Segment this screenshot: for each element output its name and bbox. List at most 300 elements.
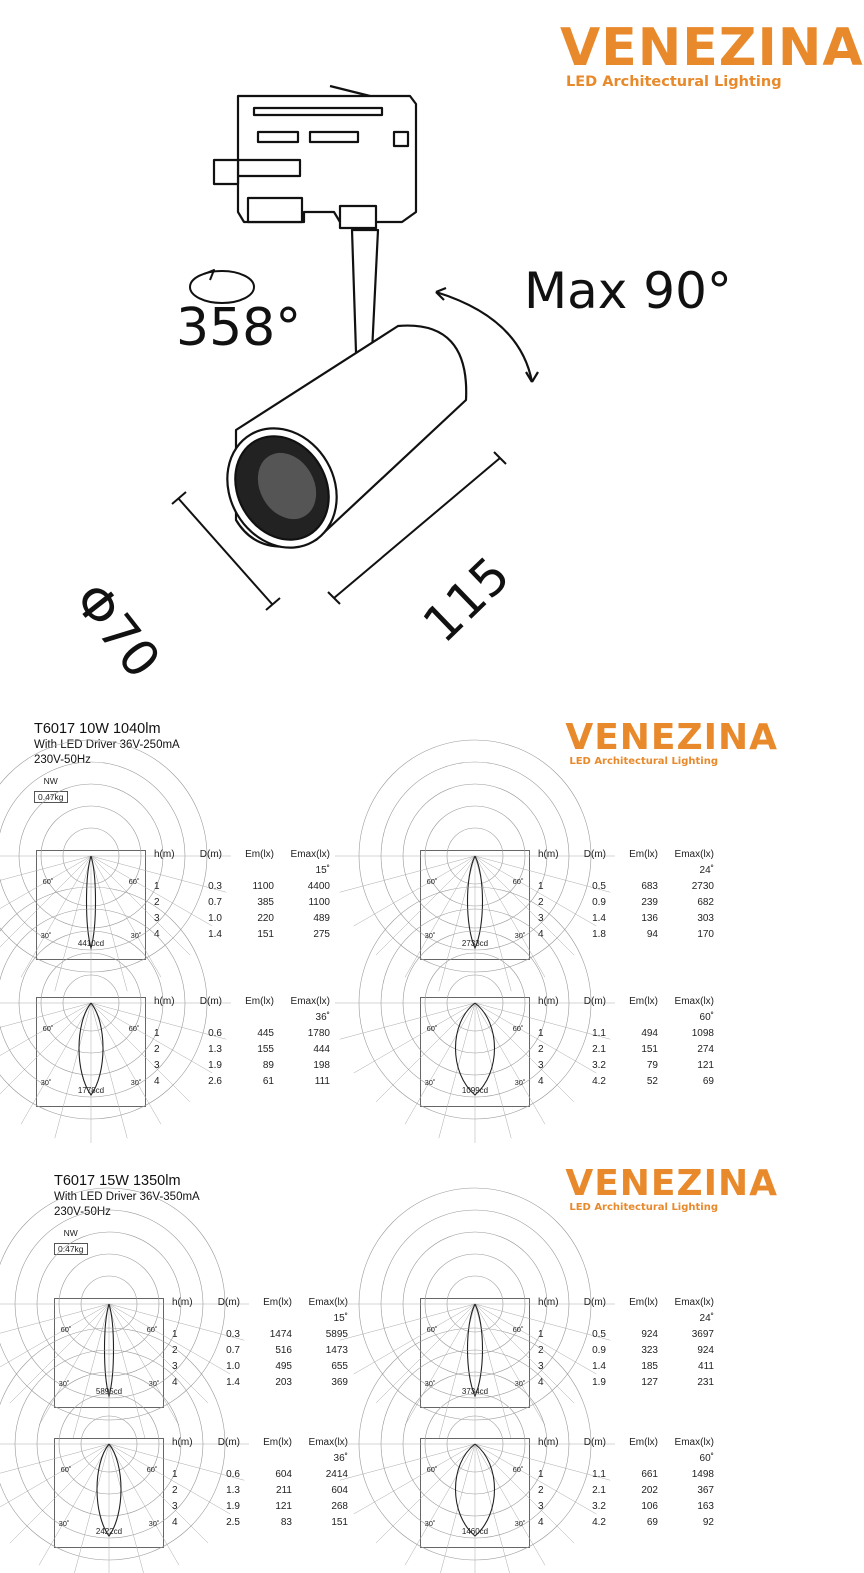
table-header-cell: h(m) — [154, 995, 175, 1007]
table-header-cell: h(m) — [154, 848, 175, 860]
table-cell: 0.7 — [208, 896, 222, 908]
table-header-cell: Em(lx) — [629, 1296, 658, 1308]
brand-name: VENEZINA — [560, 18, 864, 78]
table-cell: 1 — [538, 1468, 544, 1480]
table-cell: 1.8 — [592, 928, 606, 940]
table-cell: 83 — [280, 1516, 292, 1528]
beam-angle: 24˚ — [699, 1312, 714, 1324]
table-cell: 495 — [275, 1360, 292, 1372]
angle-label-60-right: 60˚ — [128, 1024, 140, 1033]
angle-label-60-left: 60˚ — [60, 1465, 72, 1474]
table-row — [538, 1466, 714, 1482]
table-header-cell: D(m) — [583, 1296, 606, 1308]
empty-cell — [538, 1450, 564, 1466]
table-row — [538, 1514, 714, 1530]
angle-label-60-left: 60˚ — [60, 1325, 72, 1334]
table-cell: 1.9 — [226, 1500, 240, 1512]
table-header-cell: D(m) — [583, 1436, 606, 1448]
intensity-cd-label: 1099cd — [461, 1086, 489, 1095]
empty-cell — [172, 1450, 198, 1466]
table-header-row — [154, 993, 330, 1009]
empty-cell — [180, 862, 222, 878]
table-cell: 4 — [538, 1516, 544, 1528]
table-cell: 1.9 — [592, 1376, 606, 1388]
length-label: 115 — [412, 545, 521, 654]
table-cell: 268 — [331, 1500, 348, 1512]
table-cell: 1098 — [691, 1027, 714, 1039]
weight-badge — [34, 776, 68, 803]
table-cell: 655 — [331, 1360, 348, 1372]
table-cell: 1 — [538, 1027, 544, 1039]
beam-angle-row — [538, 862, 714, 878]
table-row — [154, 894, 330, 910]
empty-cell — [240, 1310, 292, 1326]
table-row — [538, 1025, 714, 1041]
table-header-row — [538, 846, 714, 862]
empty-cell — [180, 1009, 222, 1025]
table-cell: 0.6 — [208, 1027, 222, 1039]
table-cell: 303 — [697, 912, 714, 924]
table-cell: 185 — [641, 1360, 658, 1372]
table-row — [172, 1342, 348, 1358]
intensity-cd-label: 4410cd — [77, 939, 105, 948]
table-cell: 4.2 — [592, 1516, 606, 1528]
table-cell: 275 — [313, 928, 330, 940]
table-cell: 239 — [641, 896, 658, 908]
beam-angle-row — [154, 862, 330, 878]
brand-logo-section — [565, 1163, 778, 1214]
table-header-cell: Em(lx) — [245, 848, 274, 860]
brand-name: VENEZINA — [565, 1163, 778, 1204]
intensity-cd-label: 5895cd — [95, 1387, 123, 1396]
empty-cell — [198, 1450, 240, 1466]
beam-angle: 15˚ — [315, 864, 330, 876]
table-cell: 2 — [172, 1484, 178, 1496]
table-cell: 1780 — [307, 1027, 330, 1039]
table-cell: 3 — [154, 912, 160, 924]
angle-label-30-right: 30˚ — [514, 1078, 526, 1087]
intensity-cd-label: 1460cd — [461, 1527, 489, 1536]
table-cell: 1.1 — [592, 1468, 606, 1480]
table-cell: 106 — [641, 1500, 658, 1512]
table-row — [538, 1326, 714, 1342]
table-cell: 1474 — [269, 1328, 292, 1340]
table-cell: 4 — [172, 1516, 178, 1528]
brand-tagline: LED Architectural Lighting — [566, 74, 782, 90]
illuminance-table — [154, 846, 330, 942]
table-cell: 4 — [154, 928, 160, 940]
angle-label-60-left: 60˚ — [426, 877, 438, 886]
table-cell: 3 — [172, 1500, 178, 1512]
table-header-row — [154, 846, 330, 862]
beam-angle-row — [172, 1310, 348, 1326]
table-header-cell: Emax(lx) — [290, 848, 330, 860]
polar-diagram — [420, 1298, 530, 1408]
table-cell: 0.3 — [226, 1328, 240, 1340]
table-cell: 127 — [641, 1376, 658, 1388]
table-row — [538, 1374, 714, 1390]
empty-cell — [538, 862, 564, 878]
table-header-cell: h(m) — [538, 1436, 559, 1448]
brand-tagline: LED Architectural Lighting — [569, 1202, 718, 1213]
table-row — [154, 910, 330, 926]
table-header-cell: D(m) — [199, 848, 222, 860]
table-row — [538, 1482, 714, 1498]
table-cell: 2 — [154, 896, 160, 908]
rotation-label: 358° — [176, 298, 302, 358]
table-cell: 151 — [331, 1516, 348, 1528]
table-cell: 1.0 — [208, 912, 222, 924]
angle-label-60-right: 60˚ — [128, 877, 140, 886]
table-row — [538, 1041, 714, 1057]
table-cell: 4400 — [307, 880, 330, 892]
table-cell: 1 — [538, 880, 544, 892]
table-header-cell: D(m) — [217, 1436, 240, 1448]
beam-angle-row — [538, 1310, 714, 1326]
table-cell: 661 — [641, 1468, 658, 1480]
table-cell: 604 — [275, 1468, 292, 1480]
table-header-cell: Em(lx) — [629, 995, 658, 1007]
table-cell: 170 — [697, 928, 714, 940]
table-cell: 1.4 — [592, 1360, 606, 1372]
angle-label-30-left: 30˚ — [40, 931, 52, 940]
table-cell: 1.3 — [208, 1043, 222, 1055]
table-cell: 3 — [538, 1500, 544, 1512]
table-row — [172, 1482, 348, 1498]
table-cell: 3.2 — [592, 1500, 606, 1512]
product-title-block — [34, 720, 180, 767]
power-spec: 230V-50Hz — [54, 1205, 111, 1218]
table-header-cell: Em(lx) — [245, 995, 274, 1007]
table-cell: 0.7 — [226, 1344, 240, 1356]
table-cell: 2.6 — [208, 1075, 222, 1087]
empty-cell — [606, 1450, 658, 1466]
nw-label: NW — [63, 1228, 78, 1238]
table-header-cell: Emax(lx) — [674, 995, 714, 1007]
table-header-cell: Em(lx) — [629, 1436, 658, 1448]
table-row — [538, 1057, 714, 1073]
table-header-cell: D(m) — [583, 848, 606, 860]
angle-label-30-left: 30˚ — [58, 1519, 70, 1528]
table-row — [172, 1514, 348, 1530]
table-row — [538, 910, 714, 926]
table-header-row — [172, 1434, 348, 1450]
beam-angle: 24˚ — [699, 864, 714, 876]
angle-label-60-left: 60˚ — [426, 1465, 438, 1474]
intensity-cd-label: 2422cd — [95, 1527, 123, 1536]
table-cell: 4 — [538, 928, 544, 940]
angle-label-30-right: 30˚ — [148, 1379, 160, 1388]
angle-label-30-left: 30˚ — [424, 1078, 436, 1087]
table-cell: 924 — [641, 1328, 658, 1340]
weight-value: 0.47kg — [54, 1243, 88, 1255]
table-cell: 163 — [697, 1500, 714, 1512]
diameter-label: Φ70 — [62, 572, 172, 689]
table-cell: 2 — [538, 1484, 544, 1496]
angle-label-60-left: 60˚ — [426, 1024, 438, 1033]
angle-label-30-left: 30˚ — [424, 1379, 436, 1388]
polar-diagram — [54, 1298, 164, 1408]
table-header-cell: D(m) — [217, 1296, 240, 1308]
table-header-cell: Emax(lx) — [290, 995, 330, 1007]
table-header-cell: Emax(lx) — [674, 1296, 714, 1308]
table-header-cell: Emax(lx) — [308, 1296, 348, 1308]
empty-cell — [564, 1009, 606, 1025]
angle-label-30-left: 30˚ — [58, 1379, 70, 1388]
angle-label-60-left: 60˚ — [42, 1024, 54, 1033]
tilt-label: Max 90° — [524, 262, 732, 320]
polar-diagram — [420, 1438, 530, 1548]
product-drawing — [0, 0, 800, 680]
illuminance-table — [538, 993, 714, 1089]
brand-name: VENEZINA — [565, 717, 778, 758]
beam-angle-row — [538, 1009, 714, 1025]
illuminance-table — [172, 1294, 348, 1390]
empty-cell — [154, 862, 180, 878]
table-header-cell: D(m) — [583, 995, 606, 1007]
table-cell: 203 — [275, 1376, 292, 1388]
polar-diagram — [54, 1438, 164, 1548]
table-cell: 924 — [697, 1344, 714, 1356]
empty-cell — [564, 1450, 606, 1466]
table-header-cell: D(m) — [199, 995, 222, 1007]
empty-cell — [564, 862, 606, 878]
angle-label-60-right: 60˚ — [512, 1325, 524, 1334]
table-cell: 3 — [172, 1360, 178, 1372]
table-cell: 52 — [646, 1075, 658, 1087]
table-cell: 3 — [154, 1059, 160, 1071]
table-header-cell: h(m) — [172, 1436, 193, 1448]
table-cell: 489 — [313, 912, 330, 924]
table-header-cell: Emax(lx) — [674, 1436, 714, 1448]
illuminance-table — [538, 1434, 714, 1530]
table-cell: 2.1 — [592, 1043, 606, 1055]
table-cell: 1 — [538, 1328, 544, 1340]
table-cell: 0.3 — [208, 880, 222, 892]
empty-cell — [606, 862, 658, 878]
table-cell: 4.2 — [592, 1075, 606, 1087]
beam-angle: 15˚ — [333, 1312, 348, 1324]
beam-angle-row — [538, 1450, 714, 1466]
polar-diagram — [36, 997, 146, 1107]
table-header-row — [538, 1294, 714, 1310]
beam-angle: 60˚ — [699, 1452, 714, 1464]
table-cell: 323 — [641, 1344, 658, 1356]
table-cell: 151 — [641, 1043, 658, 1055]
table-row — [172, 1374, 348, 1390]
table-cell: 92 — [702, 1516, 714, 1528]
driver-spec: With LED Driver 36V-250mA — [34, 739, 180, 752]
table-row — [172, 1466, 348, 1482]
table-row — [154, 1073, 330, 1089]
empty-cell — [606, 1310, 658, 1326]
table-cell: 1.4 — [226, 1376, 240, 1388]
brand-logo-section — [565, 717, 778, 768]
empty-cell — [538, 1310, 564, 1326]
table-cell: 4 — [172, 1376, 178, 1388]
table-header-cell: h(m) — [538, 848, 559, 860]
product-title: T6017 10W 1040lm — [34, 721, 161, 737]
angle-label-30-right: 30˚ — [130, 1078, 142, 1087]
table-cell: 367 — [697, 1484, 714, 1496]
beam-angle-row — [172, 1450, 348, 1466]
intensity-cd-label: 1778cd — [77, 1086, 105, 1095]
table-cell: 220 — [257, 912, 274, 924]
table-cell: 1.9 — [208, 1059, 222, 1071]
table-cell: 202 — [641, 1484, 658, 1496]
table-row — [172, 1358, 348, 1374]
angle-label-30-right: 30˚ — [514, 931, 526, 940]
table-cell: 2.1 — [592, 1484, 606, 1496]
table-cell: 683 — [641, 880, 658, 892]
angle-label-30-left: 30˚ — [40, 1078, 52, 1087]
table-cell: 1 — [154, 880, 160, 892]
empty-cell — [222, 1009, 274, 1025]
table-header-cell: Em(lx) — [263, 1296, 292, 1308]
table-cell: 2 — [172, 1344, 178, 1356]
angle-label-60-left: 60˚ — [426, 1325, 438, 1334]
product-title: T6017 15W 1350lm — [54, 1173, 181, 1189]
table-row — [538, 926, 714, 942]
table-cell: 1.4 — [208, 928, 222, 940]
table-cell: 0.9 — [592, 1344, 606, 1356]
table-header-cell: Em(lx) — [629, 848, 658, 860]
table-cell: 121 — [697, 1059, 714, 1071]
empty-cell — [606, 1009, 658, 1025]
table-header-row — [538, 993, 714, 1009]
table-row — [172, 1326, 348, 1342]
table-header-row — [538, 1434, 714, 1450]
table-cell: 604 — [331, 1484, 348, 1496]
weight-value: 0.47kg — [34, 791, 68, 803]
table-row — [154, 926, 330, 942]
table-row — [154, 1041, 330, 1057]
table-header-cell: Emax(lx) — [308, 1436, 348, 1448]
table-cell: 411 — [698, 1360, 714, 1372]
polar-diagram — [420, 997, 530, 1107]
table-row — [538, 894, 714, 910]
table-header-row — [172, 1294, 348, 1310]
angle-label-30-left: 30˚ — [424, 1519, 436, 1528]
empty-cell — [564, 1310, 606, 1326]
table-cell: 1 — [154, 1027, 160, 1039]
driver-spec: With LED Driver 36V-350mA — [54, 1191, 200, 1204]
table-header-cell: Emax(lx) — [674, 848, 714, 860]
table-header-cell: Em(lx) — [263, 1436, 292, 1448]
table-cell: 94 — [646, 928, 658, 940]
brand-tagline: LED Architectural Lighting — [569, 756, 718, 767]
angle-label-30-left: 30˚ — [424, 931, 436, 940]
table-header-cell: h(m) — [538, 1296, 559, 1308]
table-cell: 1.3 — [226, 1484, 240, 1496]
table-cell: 1.4 — [592, 912, 606, 924]
table-cell: 3 — [538, 1360, 544, 1372]
table-cell: 3 — [538, 912, 544, 924]
table-row — [538, 1073, 714, 1089]
table-cell: 136 — [641, 912, 658, 924]
table-row — [154, 878, 330, 894]
table-cell: 69 — [702, 1075, 714, 1087]
table-cell: 4 — [154, 1075, 160, 1087]
angle-label-30-right: 30˚ — [130, 931, 142, 940]
table-cell: 151 — [257, 928, 274, 940]
angle-label-60-right: 60˚ — [512, 1465, 524, 1474]
table-cell: 1 — [172, 1328, 178, 1340]
table-cell: 1.0 — [226, 1360, 240, 1372]
table-cell: 2 — [538, 1043, 544, 1055]
table-cell: 1100 — [308, 896, 330, 908]
table-cell: 2730 — [691, 880, 714, 892]
table-cell: 79 — [646, 1059, 658, 1071]
table-cell: 111 — [314, 1075, 330, 1087]
table-cell: 0.6 — [226, 1468, 240, 1480]
table-cell: 3 — [538, 1059, 544, 1071]
table-cell: 3697 — [691, 1328, 714, 1340]
beam-angle: 60˚ — [699, 1011, 714, 1023]
illuminance-table — [172, 1434, 348, 1530]
power-spec: 230V-50Hz — [34, 753, 91, 766]
weight-badge — [54, 1228, 88, 1255]
table-cell: 1498 — [691, 1468, 714, 1480]
table-cell: 2 — [538, 896, 544, 908]
table-cell: 1473 — [325, 1344, 348, 1356]
table-cell: 2 — [154, 1043, 160, 1055]
beam-angle: 36˚ — [315, 1011, 330, 1023]
illuminance-table — [538, 1294, 714, 1390]
nw-label: NW — [43, 776, 58, 786]
table-row — [538, 1358, 714, 1374]
intensity-cd-label: 3734cd — [461, 1387, 489, 1396]
table-cell: 155 — [257, 1043, 274, 1055]
table-cell: 2414 — [325, 1468, 348, 1480]
table-cell: 2 — [538, 1344, 544, 1356]
table-cell: 274 — [697, 1043, 714, 1055]
table-cell: 0.5 — [592, 1328, 606, 1340]
table-cell: 682 — [697, 896, 714, 908]
table-cell: 61 — [262, 1075, 274, 1087]
table-cell: 3.2 — [592, 1059, 606, 1071]
angle-label-60-left: 60˚ — [42, 877, 54, 886]
table-cell: 198 — [313, 1059, 330, 1071]
empty-cell — [172, 1310, 198, 1326]
angle-label-30-right: 30˚ — [514, 1379, 526, 1388]
table-cell: 89 — [262, 1059, 274, 1071]
table-cell: 0.9 — [592, 896, 606, 908]
empty-cell — [222, 862, 274, 878]
polar-diagram — [420, 850, 530, 960]
illuminance-table — [538, 846, 714, 942]
beam-angle-row — [154, 1009, 330, 1025]
illuminance-table — [154, 993, 330, 1089]
table-row — [538, 878, 714, 894]
table-header-cell: h(m) — [538, 995, 559, 1007]
table-row — [172, 1498, 348, 1514]
table-cell: 69 — [646, 1516, 658, 1528]
beam-angle: 36˚ — [333, 1452, 348, 1464]
table-cell: 121 — [275, 1500, 292, 1512]
table-cell: 231 — [697, 1376, 714, 1388]
table-cell: 516 — [275, 1344, 292, 1356]
table-cell: 1 — [172, 1468, 178, 1480]
angle-label-30-right: 30˚ — [148, 1519, 160, 1528]
table-cell: 0.5 — [592, 880, 606, 892]
empty-cell — [240, 1450, 292, 1466]
angle-label-30-right: 30˚ — [514, 1519, 526, 1528]
intensity-cd-label: 2733cd — [461, 939, 489, 948]
table-cell: 1100 — [252, 880, 274, 892]
table-cell: 2.5 — [226, 1516, 240, 1528]
empty-cell — [154, 1009, 180, 1025]
